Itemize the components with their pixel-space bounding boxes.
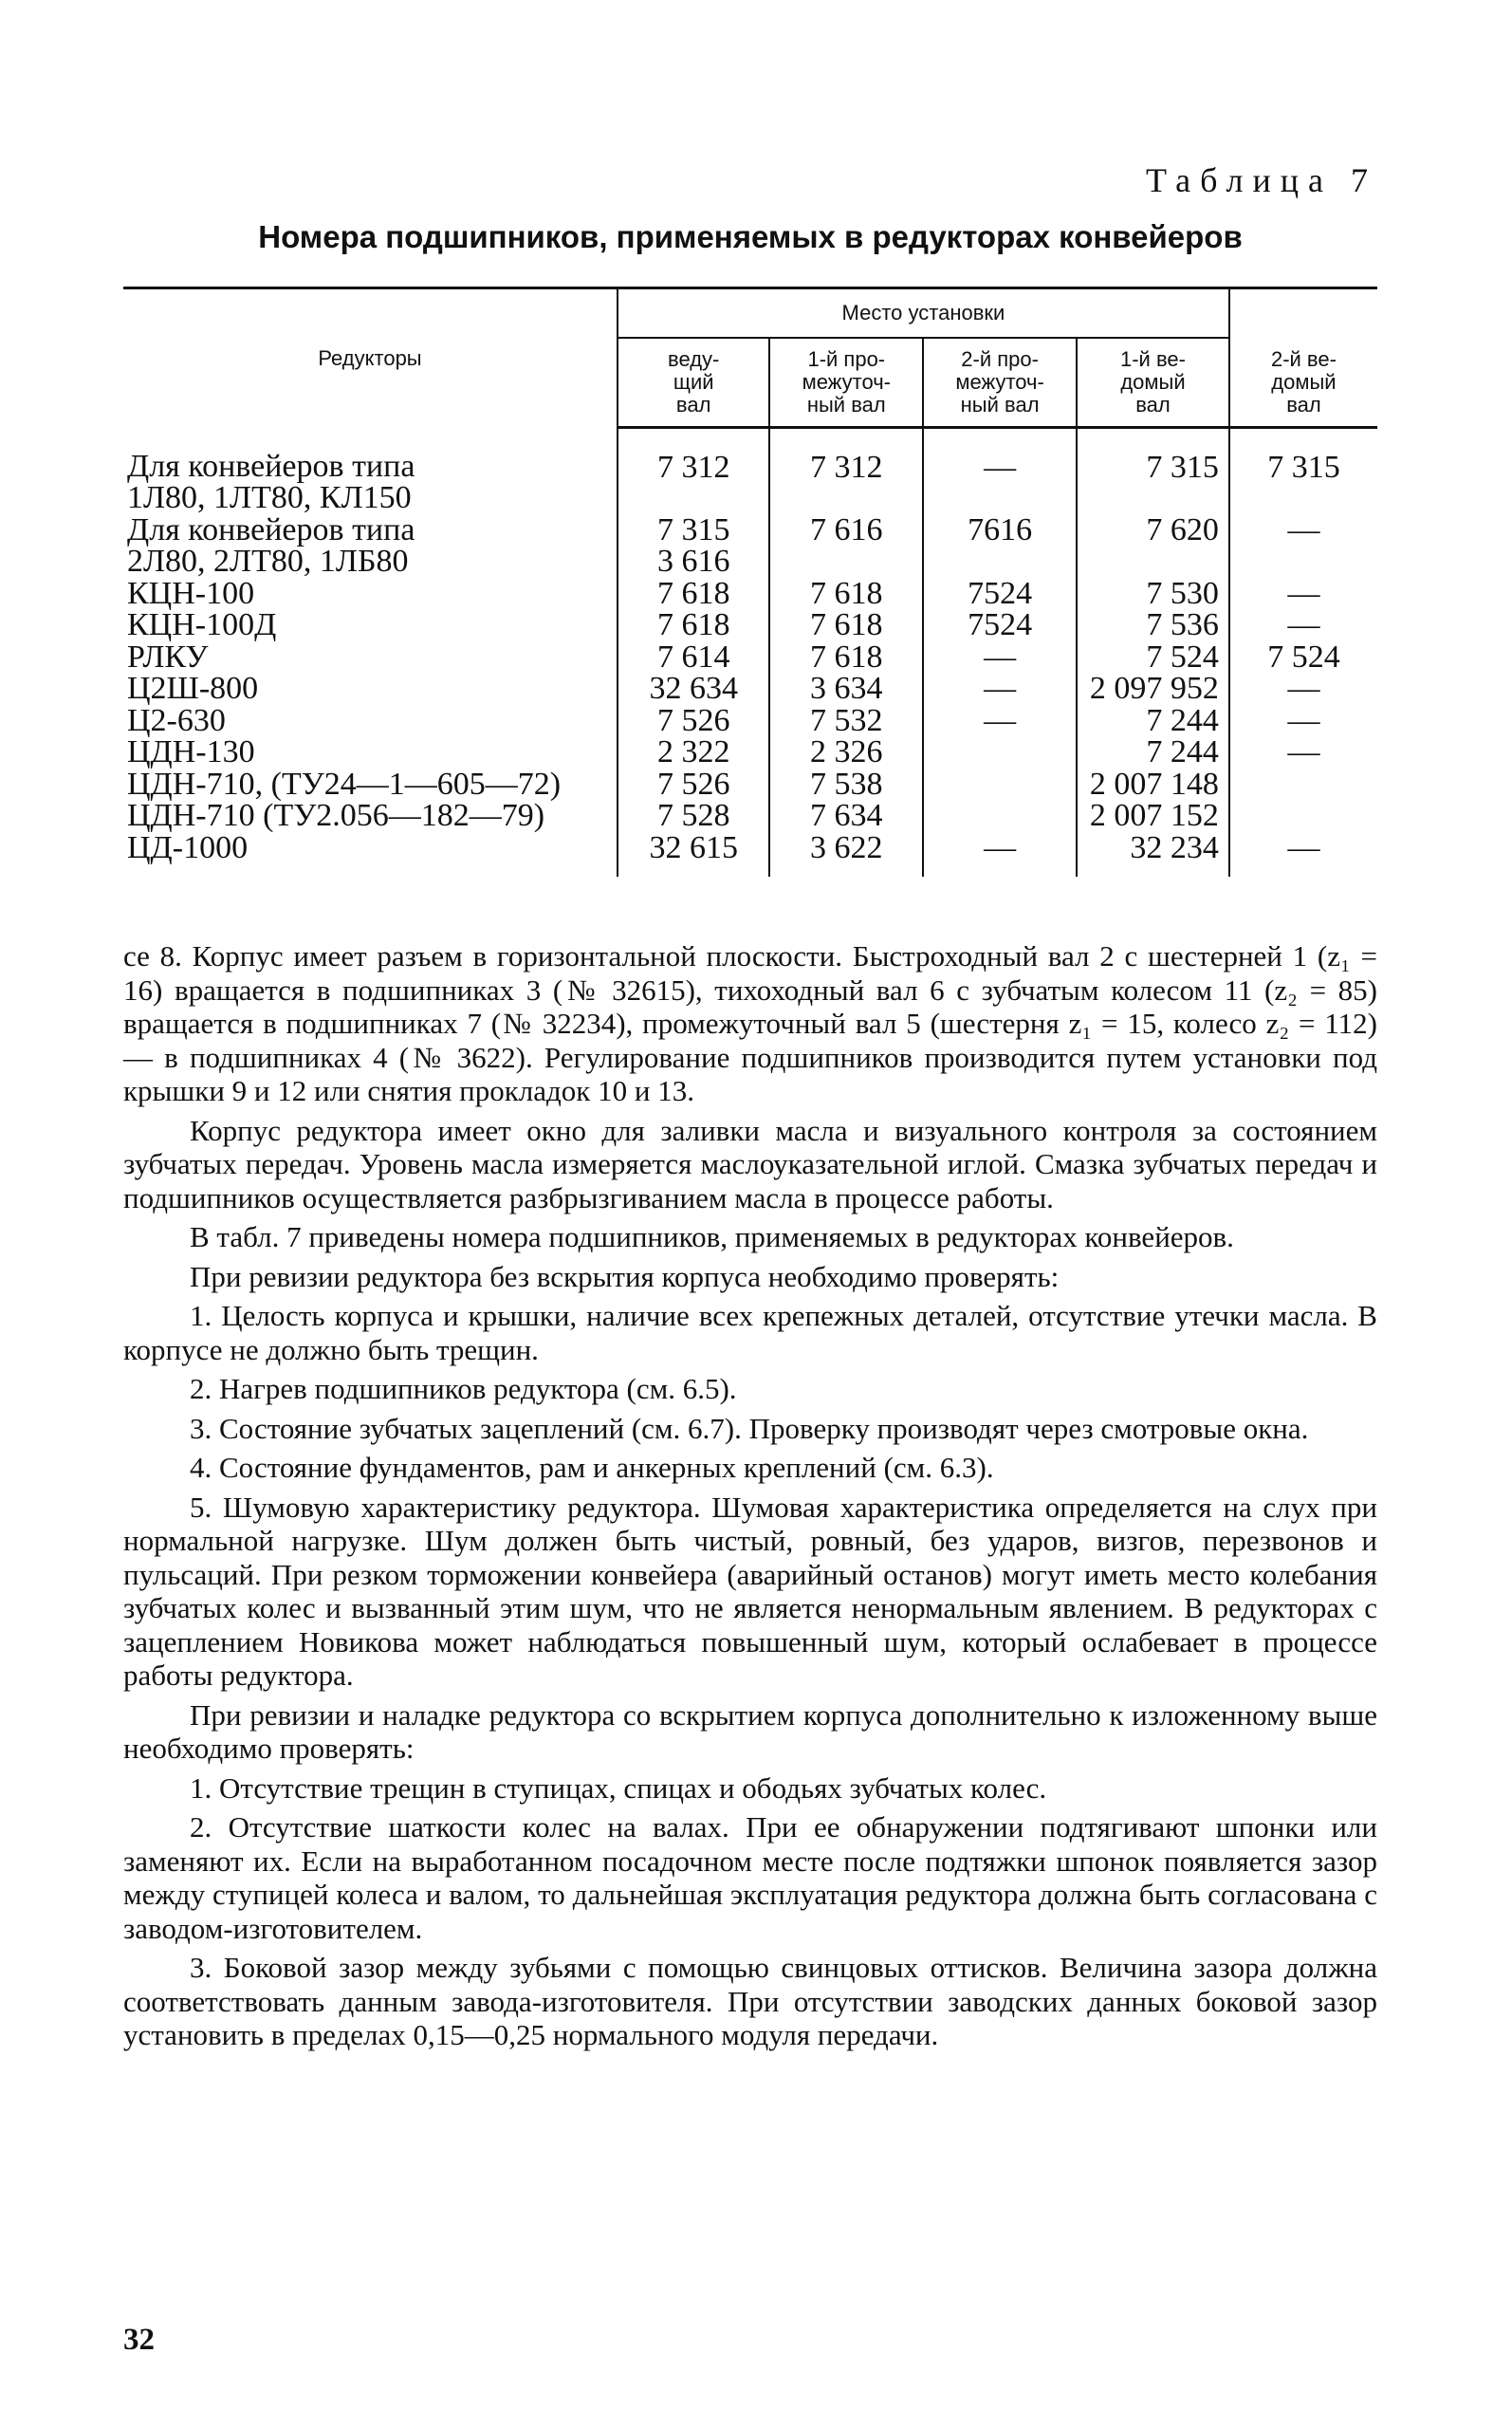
cell-second-driven-shaft: 7 524 [1267, 639, 1340, 675]
cell-reducer: РЛКУ [123, 641, 618, 674]
cell-second-intermediate-shaft [923, 800, 1077, 832]
cell-reducer: Ц2-630 [123, 705, 618, 737]
header-first-intermediate-shaft: 1-й про- межуточ- ный вал [769, 338, 923, 428]
cell-reducer: Для конвейеров типа 2Л80, 2ЛТ80, 1ЛБ80 [123, 514, 618, 578]
table-row [123, 514, 1377, 578]
cell-first-intermediate-shaft: 7 312 [769, 428, 923, 514]
cell-second-driven-shaft: — [1287, 575, 1320, 611]
cell-first-driven-shaft: 7 530 [1077, 578, 1229, 610]
paragraph: В табл. 7 приведены номера подшипников, применяемых в редукторах конвейеров. [190, 1220, 1234, 1253]
cell-second-driven-shaft: — [1287, 829, 1320, 865]
cell-second-intermediate-shaft: 7524 [923, 609, 1077, 641]
cell-first-driven-shaft: 2 097 952 [1077, 673, 1229, 705]
cell-driving-shaft: 7 526 [618, 705, 769, 737]
table-row [123, 705, 1377, 737]
header-reducers: Редукторы [123, 288, 618, 428]
cell-first-intermediate-shaft: 7 532 [769, 705, 923, 737]
cell-first-intermediate-shaft: 7 634 [769, 800, 923, 832]
cell-second-intermediate-shaft [923, 736, 1077, 769]
cell-first-driven-shaft: 7 244 [1077, 736, 1229, 769]
cell-second-intermediate-shaft: — [923, 705, 1077, 737]
cell-first-intermediate-shaft: 3 622 [769, 832, 923, 878]
bearings-table [123, 287, 1377, 877]
cell-second-driven-shaft: 7 315 [1267, 450, 1340, 485]
body-text [123, 939, 1377, 2052]
table-row [123, 428, 1377, 514]
table-row [123, 641, 1377, 674]
table-row [123, 832, 1377, 878]
cell-first-driven-shaft: 32 234 [1077, 832, 1229, 878]
cell-second-driven-shaft [1229, 800, 1377, 832]
cell-reducer: ЦД-1000 [123, 832, 618, 878]
header-spacer [1229, 288, 1377, 339]
cell-driving-shaft: 2 322 [618, 736, 769, 769]
paragraph: 3. Состояние зубчатых зацеплений (см. 6.7). Проверку производят через смотровые окна. [190, 1411, 1309, 1445]
cell-driving-shaft: 7 618 [618, 578, 769, 610]
cell-driving-shaft: 32 615 [618, 832, 769, 878]
cell-first-intermediate-shaft: 7 618 [769, 609, 923, 641]
cell-first-intermediate-shaft: 7 538 [769, 769, 923, 801]
cell-second-driven-shaft: — [1287, 734, 1320, 769]
table-row [123, 673, 1377, 705]
page [123, 161, 1377, 2058]
header-second-driven-shaft: 2-й ве- домый вал [1229, 338, 1377, 428]
table-title: Номера подшипников, применяемых в редукторах конвейеров [258, 219, 1243, 254]
cell-first-intermediate-shaft: 7 618 [769, 578, 923, 610]
paragraph: 1. Целость корпуса и крышки, наличие всех крепежных деталей, отсутствие утечки масла. В корпусе не должно быть трещин. [123, 1299, 1377, 1366]
table-label: Таблица 7 [1146, 161, 1377, 199]
cell-reducer: Ц2Ш-800 [123, 673, 618, 705]
cell-second-driven-shaft: — [1287, 702, 1320, 738]
table-body [123, 428, 1377, 878]
cell-first-driven-shaft: 7 524 [1077, 641, 1229, 674]
cell-second-intermediate-shaft [923, 769, 1077, 801]
table-row [123, 800, 1377, 832]
table-row [123, 769, 1377, 801]
cell-driving-shaft: 32 634 [618, 673, 769, 705]
cell-first-driven-shaft: 2 007 148 [1077, 769, 1229, 801]
cell-first-intermediate-shaft: 7 618 [769, 641, 923, 674]
cell-second-intermediate-shaft: — [923, 428, 1077, 514]
cell-second-intermediate-shaft: — [923, 673, 1077, 705]
table-row [123, 578, 1377, 610]
cell-second-driven-shaft: — [1287, 671, 1320, 706]
cell-second-intermediate-shaft: — [923, 832, 1077, 878]
header-second-intermediate-shaft: 2-й про- межуточ- ный вал [923, 338, 1077, 428]
paragraph: се 8. Корпус имеет разъем в горизонтальной плоскости. Быстроходный вал 2 с шестерней 1 (z₁ = 16) вращается в подшипниках 3 (№ 32615), тихоходный вал 6 с зубчатым колесом 11 (z₂ = 85) вращается в подшипниках 7 (№ 32234), промежуточный вал 5 (шестерня z₁ = 15, колесо z₂ = 112) — в подшипниках 4 (№ 3622). Регулирование подшипников производится путем установки под крышки 9 и 12 или снятия прокладок 10 и 13. [123, 939, 1377, 1107]
cell-driving-shaft: 7 618 [618, 609, 769, 641]
cell-reducer: КЦН-100 [123, 578, 618, 610]
table-row [123, 736, 1377, 769]
cell-first-intermediate-shaft: 2 326 [769, 736, 923, 769]
cell-first-driven-shaft: 7 536 [1077, 609, 1229, 641]
cell-second-intermediate-shaft: — [923, 641, 1077, 674]
table-row [123, 609, 1377, 641]
cell-second-driven-shaft [1229, 769, 1377, 801]
cell-first-intermediate-shaft: 3 634 [769, 673, 923, 705]
cell-first-driven-shaft: 7 315 [1077, 428, 1229, 514]
cell-driving-shaft: 7 614 [618, 641, 769, 674]
cell-reducer: ЦДН-130 [123, 736, 618, 769]
paragraph: При ревизии редуктора без вскрытия корпуса необходимо проверять: [190, 1259, 1060, 1293]
paragraph: 4. Состояние фундаментов, рам и анкерных креплений (см. 6.3). [190, 1451, 994, 1484]
header-first-driven-shaft: 1-й ве- домый вал [1077, 338, 1229, 428]
page-number: 32 [123, 2323, 155, 2357]
paragraph: При ревизии и наладке редуктора со вскрытием корпуса дополнительно к изложенному выше необходимо проверять: [123, 1697, 1377, 1765]
paragraph: 1. Отсутствие трещин в ступицах, спицах и ободьях зубчатых колес. [190, 1770, 1047, 1805]
cell-second-intermediate-shaft: 7524 [923, 578, 1077, 610]
cell-reducer: КЦН-100Д [123, 609, 618, 641]
cell-second-driven-shaft: — [1287, 607, 1320, 642]
cell-driving-shaft: 7 528 [618, 800, 769, 832]
cell-driving-shaft: 7 526 [618, 769, 769, 801]
header-driving-shaft: веду- щий вал [618, 338, 769, 428]
cell-first-driven-shaft: 7 620 [1077, 514, 1229, 578]
cell-reducer: ЦДН-710 (ТУ2.056—182—79) [123, 800, 618, 832]
header-installation-place: Место установки [618, 288, 1229, 339]
paragraph: Корпус редуктора имеет окно для заливки масла и визуального контроля за состоянием зубчатых передач. Уровень масла измеряется маслоуказательной иглой. Смазка зубчатых передач и подшипников осуществляется разбрызгиванием масла в процессе работы. [123, 1113, 1377, 1214]
paragraph: 2. Нагрев подшипников редуктора (см. 6.5). [190, 1372, 737, 1405]
paragraph: 5. Шумовую характеристику редуктора. Шумовая характеристика определяется на слух при нормальной нагрузке. Шум должен быть чистый, ровный, без ударов, визгов, перезвонов и пульсаций. При резком торможении конвейера (аварийный останов) могут иметь место колебания зубчатых колес и вызванный этим шум, что не является ненормальным явлением. В редукторах с зацеплением Новикова может наблюдаться повышенный шум, который ослабевает в процессе работы редуктора. [123, 1490, 1377, 1692]
cell-reducer: ЦДН-710, (ТУ24—1—605—72) [123, 769, 618, 801]
cell-driving-shaft: 7 312 [618, 428, 769, 514]
cell-reducer: Для конвейеров типа 1Л80, 1ЛТ80, КЛ150 [123, 428, 618, 514]
cell-first-driven-shaft: 7 244 [1077, 705, 1229, 737]
cell-first-intermediate-shaft: 7 616 [769, 514, 923, 578]
cell-first-driven-shaft: 2 007 152 [1077, 800, 1229, 832]
cell-second-driven-shaft: — [1287, 511, 1320, 547]
cell-driving-shaft: 7 315 3 616 [618, 514, 769, 578]
cell-second-intermediate-shaft: 7616 [923, 514, 1077, 578]
paragraph: 3. Боковой зазор между зубьями с помощью свинцовых оттисков. Величина зазора должна соответствовать данным завода-изготовителя. При отсутствии заводских данных боковой зазор установить в пределах 0,15—0,25 нормального модуля передачи. [123, 1951, 1377, 2051]
paragraph: 2. Отсутствие шаткости колес на валах. При ее обнаружении подтягивают шпонки или заменяют их. Если на выработанном посадочном месте после подтяжки шпонок появляется зазор между ступицей колеса и валом, то дальнейшая эксплуатация редуктора должна быть согласована с заводом-изготовителем. [123, 1810, 1377, 1945]
